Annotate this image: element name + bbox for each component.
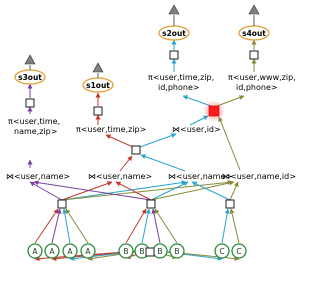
edge	[106, 135, 133, 147]
projection-label-s3-line1: π<user,time,	[8, 117, 61, 126]
output-triangle-s2	[169, 5, 179, 14]
projection-label-s4-line1: π<user,www,zip,	[228, 73, 296, 82]
edge	[230, 182, 238, 200]
sink-label-s4: s4out	[242, 29, 266, 38]
edge	[231, 209, 239, 243]
edge	[30, 182, 62, 200]
source-label: B	[157, 247, 163, 256]
edge	[62, 182, 186, 200]
splitter-node	[146, 248, 154, 256]
source-label: C	[219, 247, 225, 256]
s4-chain-node	[250, 51, 258, 59]
join-label-right: ⋈<user,name,id>	[222, 172, 296, 181]
merge-node	[132, 146, 140, 154]
hub-node-right	[226, 200, 234, 208]
source-label: A	[49, 247, 55, 256]
source-label: C	[236, 247, 242, 256]
source-label: B	[174, 247, 180, 256]
sink-label-s3: s3out	[18, 73, 42, 82]
join-label-mid1: ⋈<user,name>	[88, 172, 153, 181]
join-label-mid2: ⋈<user,name>	[168, 172, 233, 181]
s2-chain-node	[170, 51, 178, 59]
output-triangle-s4	[249, 5, 259, 14]
hub-node-middle	[147, 200, 155, 208]
hub-node-left	[58, 200, 66, 208]
projection-label-s1: π<user,time,zip>	[76, 125, 147, 134]
edge	[153, 209, 160, 243]
s1-chain-node	[94, 107, 102, 115]
join-label-left: ⋈<user,name>	[6, 172, 71, 181]
edge	[141, 155, 185, 171]
edge	[140, 134, 176, 147]
sink-label-s2: s2out	[162, 29, 186, 38]
output-triangle-s3	[25, 55, 35, 64]
edge	[155, 209, 177, 243]
edge	[219, 117, 240, 170]
edges	[30, 40, 254, 259]
projection-label-s4-line2: id,phone>	[236, 83, 278, 92]
sink-label-s1: s1out	[86, 81, 110, 90]
projection-label-s2-line1: π<user,time,zip,	[148, 73, 215, 82]
operator-labels	[6, 73, 296, 181]
projection-label-s3-line2: name,zip>	[14, 127, 58, 136]
source-label: B	[139, 247, 145, 256]
edge	[35, 209, 58, 243]
source-label: A	[32, 247, 38, 256]
output-triangle-s1	[93, 63, 103, 72]
edge	[52, 209, 60, 243]
source-label: A	[67, 247, 73, 256]
s3-chain-node	[26, 99, 34, 107]
highlighted-node	[209, 106, 219, 116]
join-label-id: ⋈<user,id>	[172, 125, 221, 134]
source-label: A	[85, 247, 91, 256]
operator-nodes	[26, 51, 258, 256]
edge	[222, 209, 228, 243]
projection-label-s2-line2: id,phone>	[158, 83, 200, 92]
edge	[120, 156, 132, 171]
edge	[151, 182, 234, 200]
source-label: B	[123, 247, 129, 256]
